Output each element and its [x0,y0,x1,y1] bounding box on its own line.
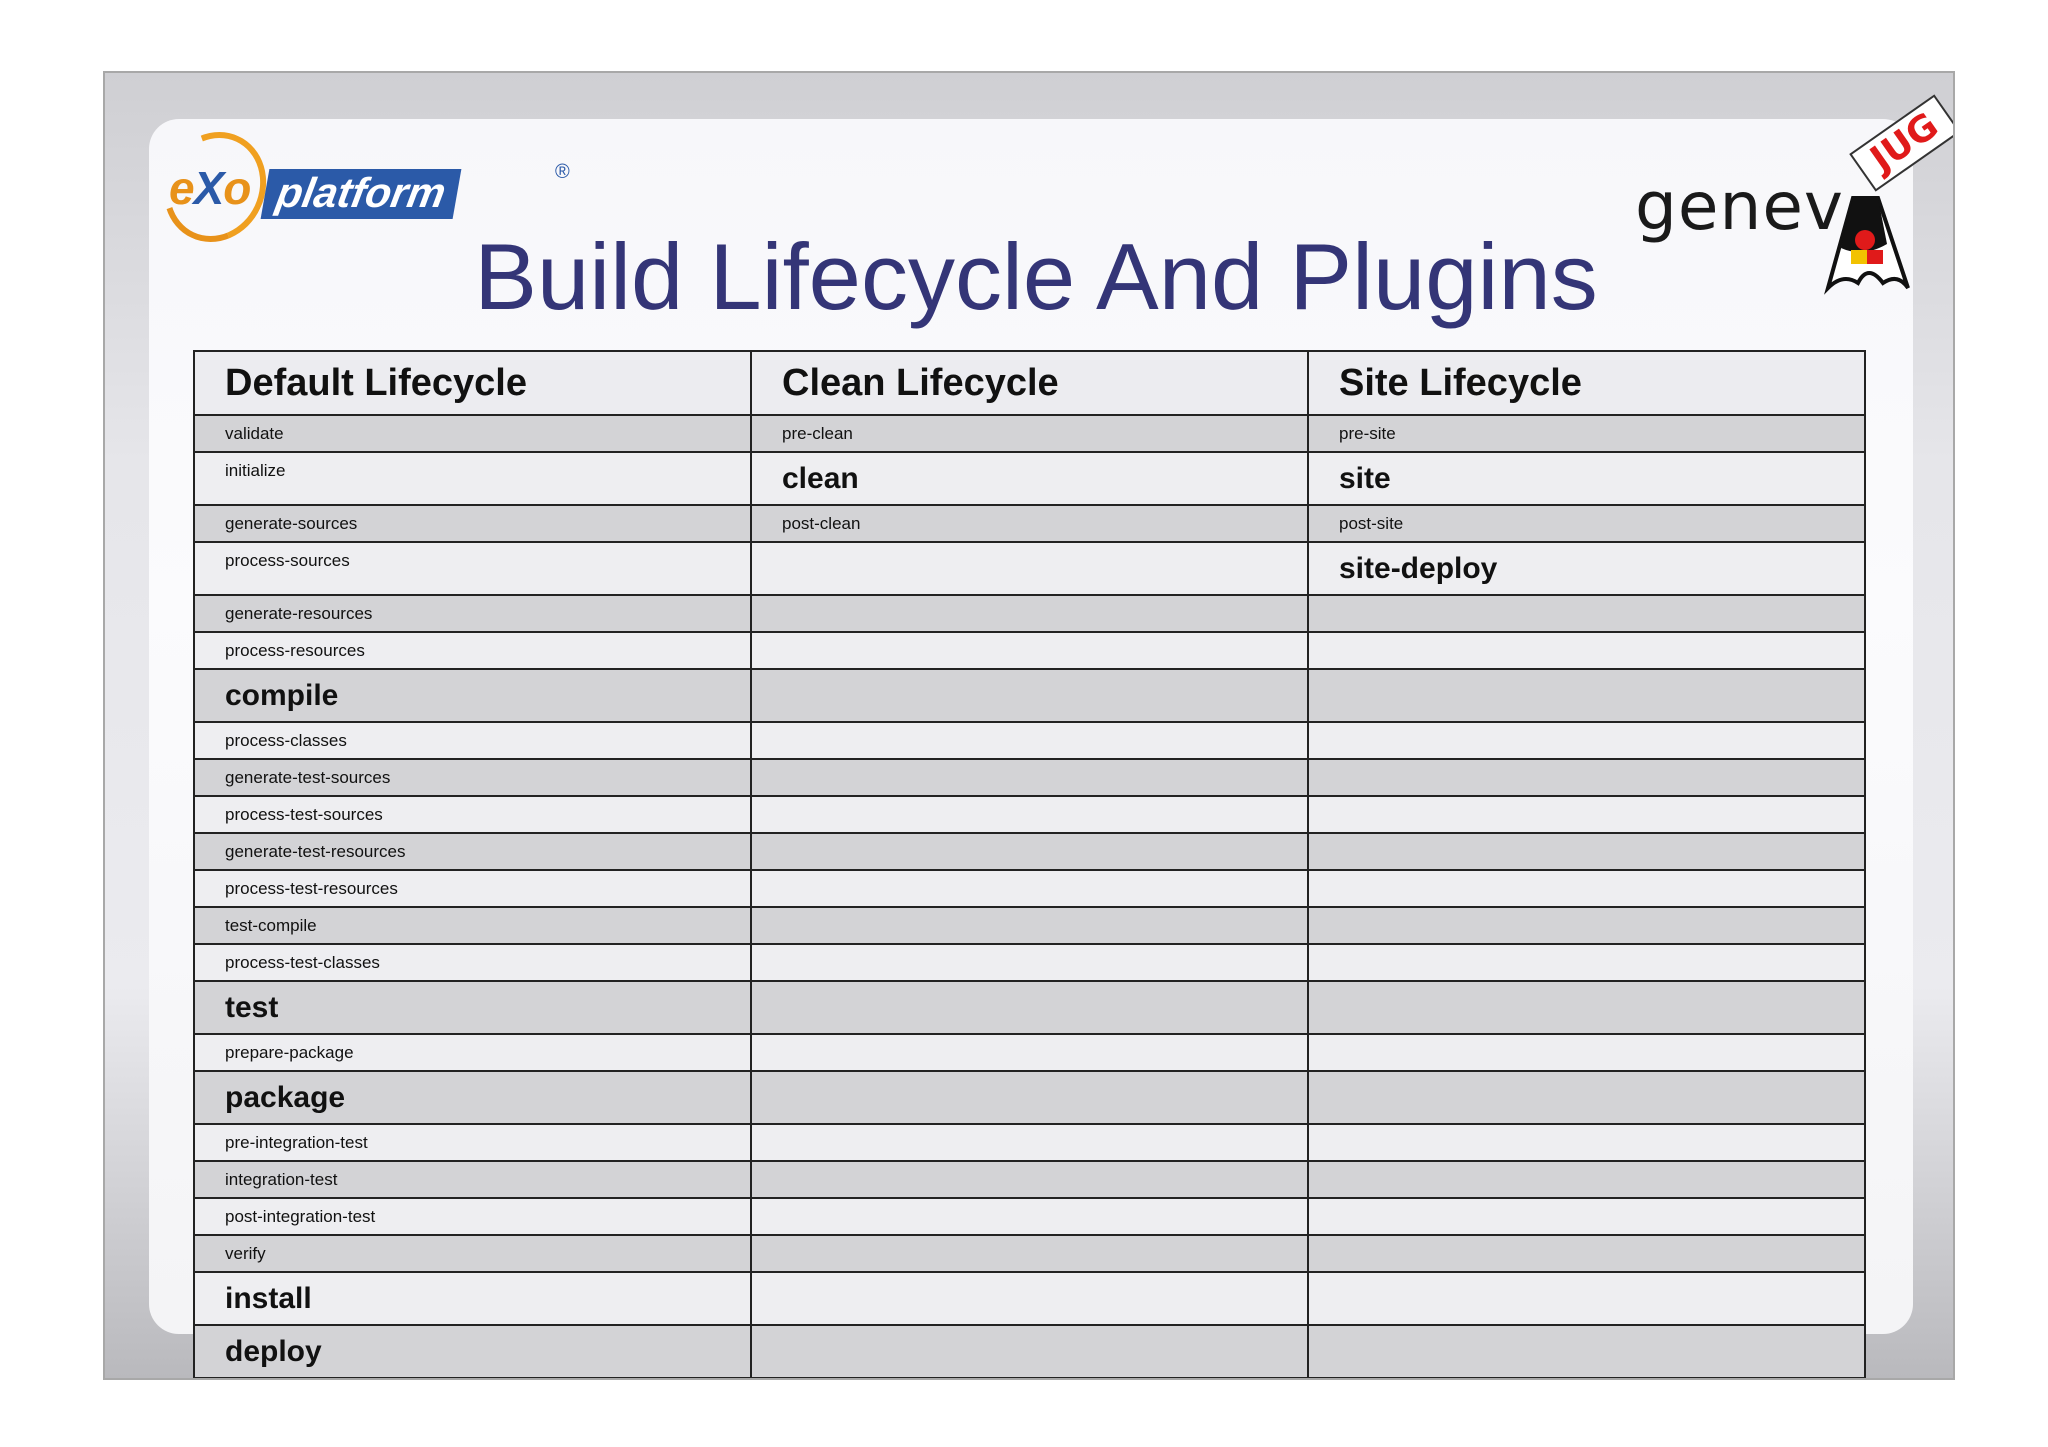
table-row [194,1071,1865,1124]
table-cell [751,796,1308,833]
table-cell: process-test-classes [194,944,751,981]
table-cell: prepare-package [194,1034,751,1071]
table-cell [1308,1071,1865,1124]
table-cell: site [1308,452,1865,505]
table-cell [751,1034,1308,1071]
table-row [194,944,1865,981]
table-row [194,833,1865,870]
table-cell: package [194,1071,751,1124]
table-cell [751,595,1308,632]
table-cell: deploy [194,1325,751,1378]
table-row [194,1325,1865,1378]
header-site-lifecycle: Site Lifecycle [1308,351,1865,415]
table-cell: clean [751,452,1308,505]
table-cell: process-test-resources [194,870,751,907]
table-cell [1308,1325,1865,1378]
table-cell [1308,1235,1865,1272]
table-row [194,669,1865,722]
exo-x: X [193,162,224,214]
table-cell [751,632,1308,669]
table-cell [751,1198,1308,1235]
table-cell [751,1124,1308,1161]
exo-wordmark [169,161,250,215]
table-cell [751,1235,1308,1272]
table-row [194,796,1865,833]
table-row [194,595,1865,632]
table-cell [751,907,1308,944]
table-cell [751,722,1308,759]
table-cell: post-integration-test [194,1198,751,1235]
table-cell: install [194,1272,751,1325]
table-cell: post-site [1308,505,1865,542]
table-cell [1308,833,1865,870]
table-cell: compile [194,669,751,722]
header-clean-lifecycle: Clean Lifecycle [751,351,1308,415]
table-cell [1308,722,1865,759]
table-cell [751,1325,1308,1378]
table-row [194,1235,1865,1272]
table-cell [751,1071,1308,1124]
table-row [194,907,1865,944]
table-row [194,632,1865,669]
table-cell [1308,907,1865,944]
table-cell [1308,870,1865,907]
table-cell [1308,1161,1865,1198]
table-cell [1308,1272,1865,1325]
jug-badge: JUG [1849,94,1955,191]
table-cell: site-deploy [1308,542,1865,595]
table-cell [1308,669,1865,722]
table-row [194,452,1865,505]
table-row [194,1272,1865,1325]
exo-o: o [223,162,251,214]
table-cell [751,981,1308,1034]
slide-title: Build Lifecycle And Plugins [474,224,1598,329]
table-cell [751,542,1308,595]
table-row [194,759,1865,796]
table-cell: test-compile [194,907,751,944]
table-row [194,1161,1865,1198]
table-cell [751,833,1308,870]
table-cell [1308,1124,1865,1161]
table-cell: process-resources [194,632,751,669]
table-cell [751,759,1308,796]
exo-platform-text: platform [261,169,462,219]
table-header-row [194,351,1865,415]
table-row [194,415,1865,452]
exo-e: e [169,162,194,214]
table-cell [1308,595,1865,632]
table-cell: pre-clean [751,415,1308,452]
table-cell [1308,759,1865,796]
table-cell: pre-integration-test [194,1124,751,1161]
table-cell: validate [194,415,751,452]
table-cell [751,1272,1308,1325]
table-cell [1308,796,1865,833]
table-row [194,870,1865,907]
table-cell [1308,1198,1865,1235]
slide [103,71,1955,1380]
table-cell: initialize [194,452,751,505]
table-cell [1308,1034,1865,1071]
table-cell: process-test-sources [194,796,751,833]
table-row [194,981,1865,1034]
table-row [194,1034,1865,1071]
registered-mark: ® [555,161,570,183]
table-cell [751,870,1308,907]
table-cell [751,944,1308,981]
table-cell: process-classes [194,722,751,759]
header-default-lifecycle: Default Lifecycle [194,351,751,415]
table-cell: generate-test-resources [194,833,751,870]
lifecycle-table [193,350,1866,1379]
table-cell [1308,981,1865,1034]
table-row [194,1198,1865,1235]
table-cell: post-clean [751,505,1308,542]
table-cell [751,669,1308,722]
table-row [194,542,1865,595]
table-row [194,1124,1865,1161]
table-cell: pre-site [1308,415,1865,452]
table-row [194,505,1865,542]
table-row [194,722,1865,759]
table-cell: generate-resources [194,595,751,632]
table-cell: integration-test [194,1161,751,1198]
table-cell [1308,632,1865,669]
jug-city-text: genev [1635,168,1844,245]
table-cell: generate-test-sources [194,759,751,796]
table-cell [1308,944,1865,981]
table-cell [751,1161,1308,1198]
table-cell: test [194,981,751,1034]
table-cell: generate-sources [194,505,751,542]
table-cell: verify [194,1235,751,1272]
table-cell: process-sources [194,542,751,595]
